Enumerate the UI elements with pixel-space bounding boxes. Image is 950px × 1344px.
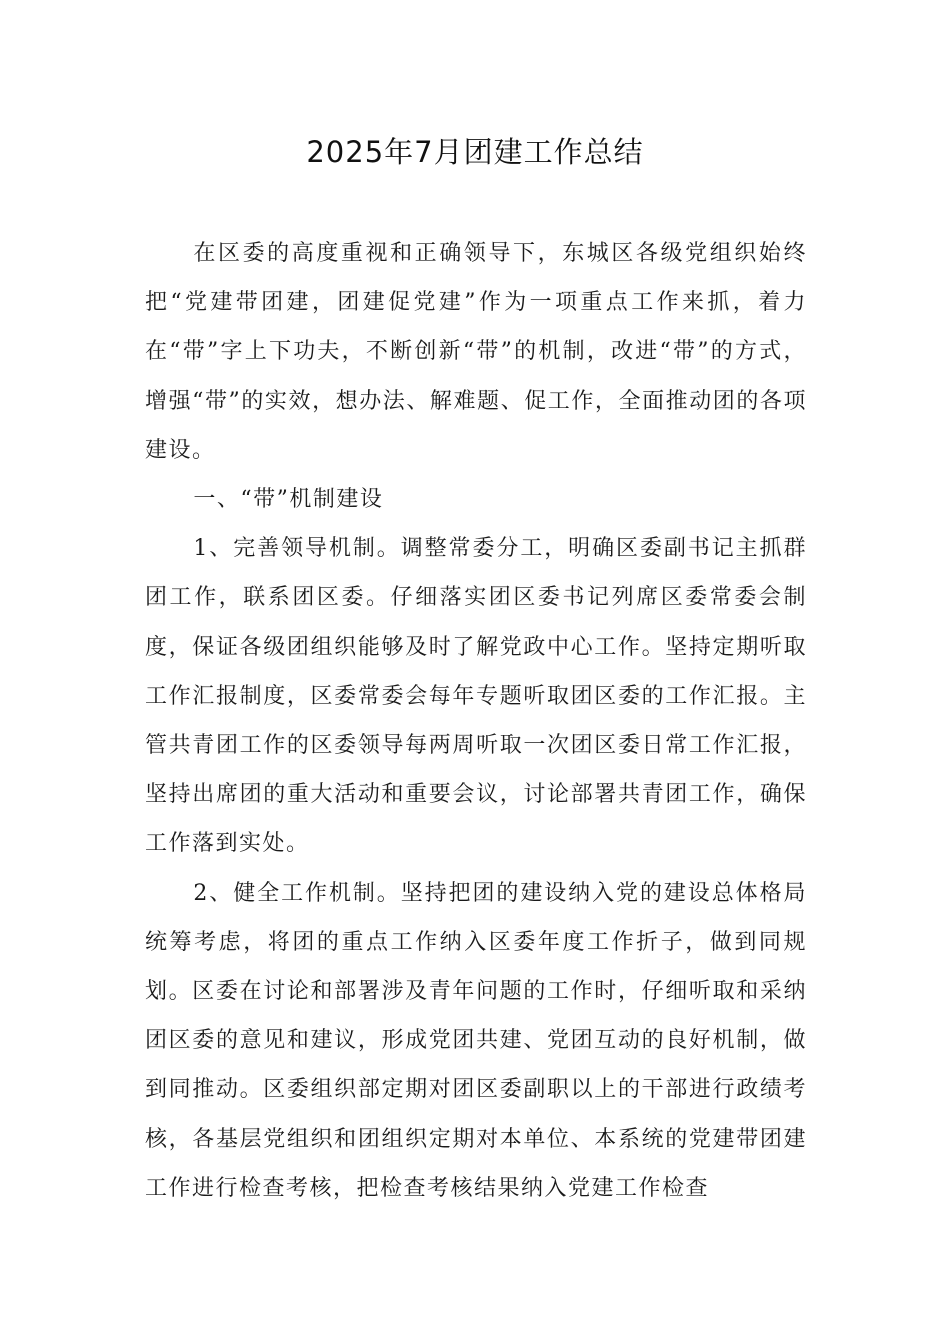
document-body <box>145 229 807 1213</box>
intro-paragraph: 在区委的高度重视和正确领导下，东城区各级党组织始终把“党建带团建，团建促党建”作为一项重点工作来抓，着力在“带”字上下功夫，不断创新“带”的机制，改进“带”的方式，增强“带”的实效，想办法、解难题、促工作，全面推动团的各项建设。 <box>145 241 807 463</box>
section-heading-mechanism: 一、“带”机制建设 <box>193 487 384 513</box>
paragraph-leadership-mechanism: 1、完善领导机制。调整常委分工，明确区委副书记主抓群团工作，联系团区委。仔细落实团区委书记列席区委常委会制度，保证各级团组织能够及时了解党政中心工作。坚持定期听取工作汇报制度，区委常委会每年专题听取团区委的工作汇报。主管共青团工作的区委领导每两周听取一次团区委日常工作汇报，坚持出席团的重大活动和重要会议，讨论部署共青团工作，确保工作落到实处。 <box>145 536 807 857</box>
paragraph-work-mechanism: 2、健全工作机制。坚持把团的建设纳入党的建设总体格局统筹考虑，将团的重点工作纳入区委年度工作折子，做到同规划。区委在讨论和部署涉及青年问题的工作时，仔细听取和采纳团区委的意见和建议，形成党团共建、党团互动的良好机制，做到同推动。区委组织部定期对团区委副职以上的干部进行政绩考核，各基层党组织和团组织定期对本单位、本系统的党建带团建工作进行检查考核，把检查考核结果纳入党建工作检查 <box>145 880 807 1201</box>
document-title: 2025年7月团建工作总结 <box>306 135 644 169</box>
